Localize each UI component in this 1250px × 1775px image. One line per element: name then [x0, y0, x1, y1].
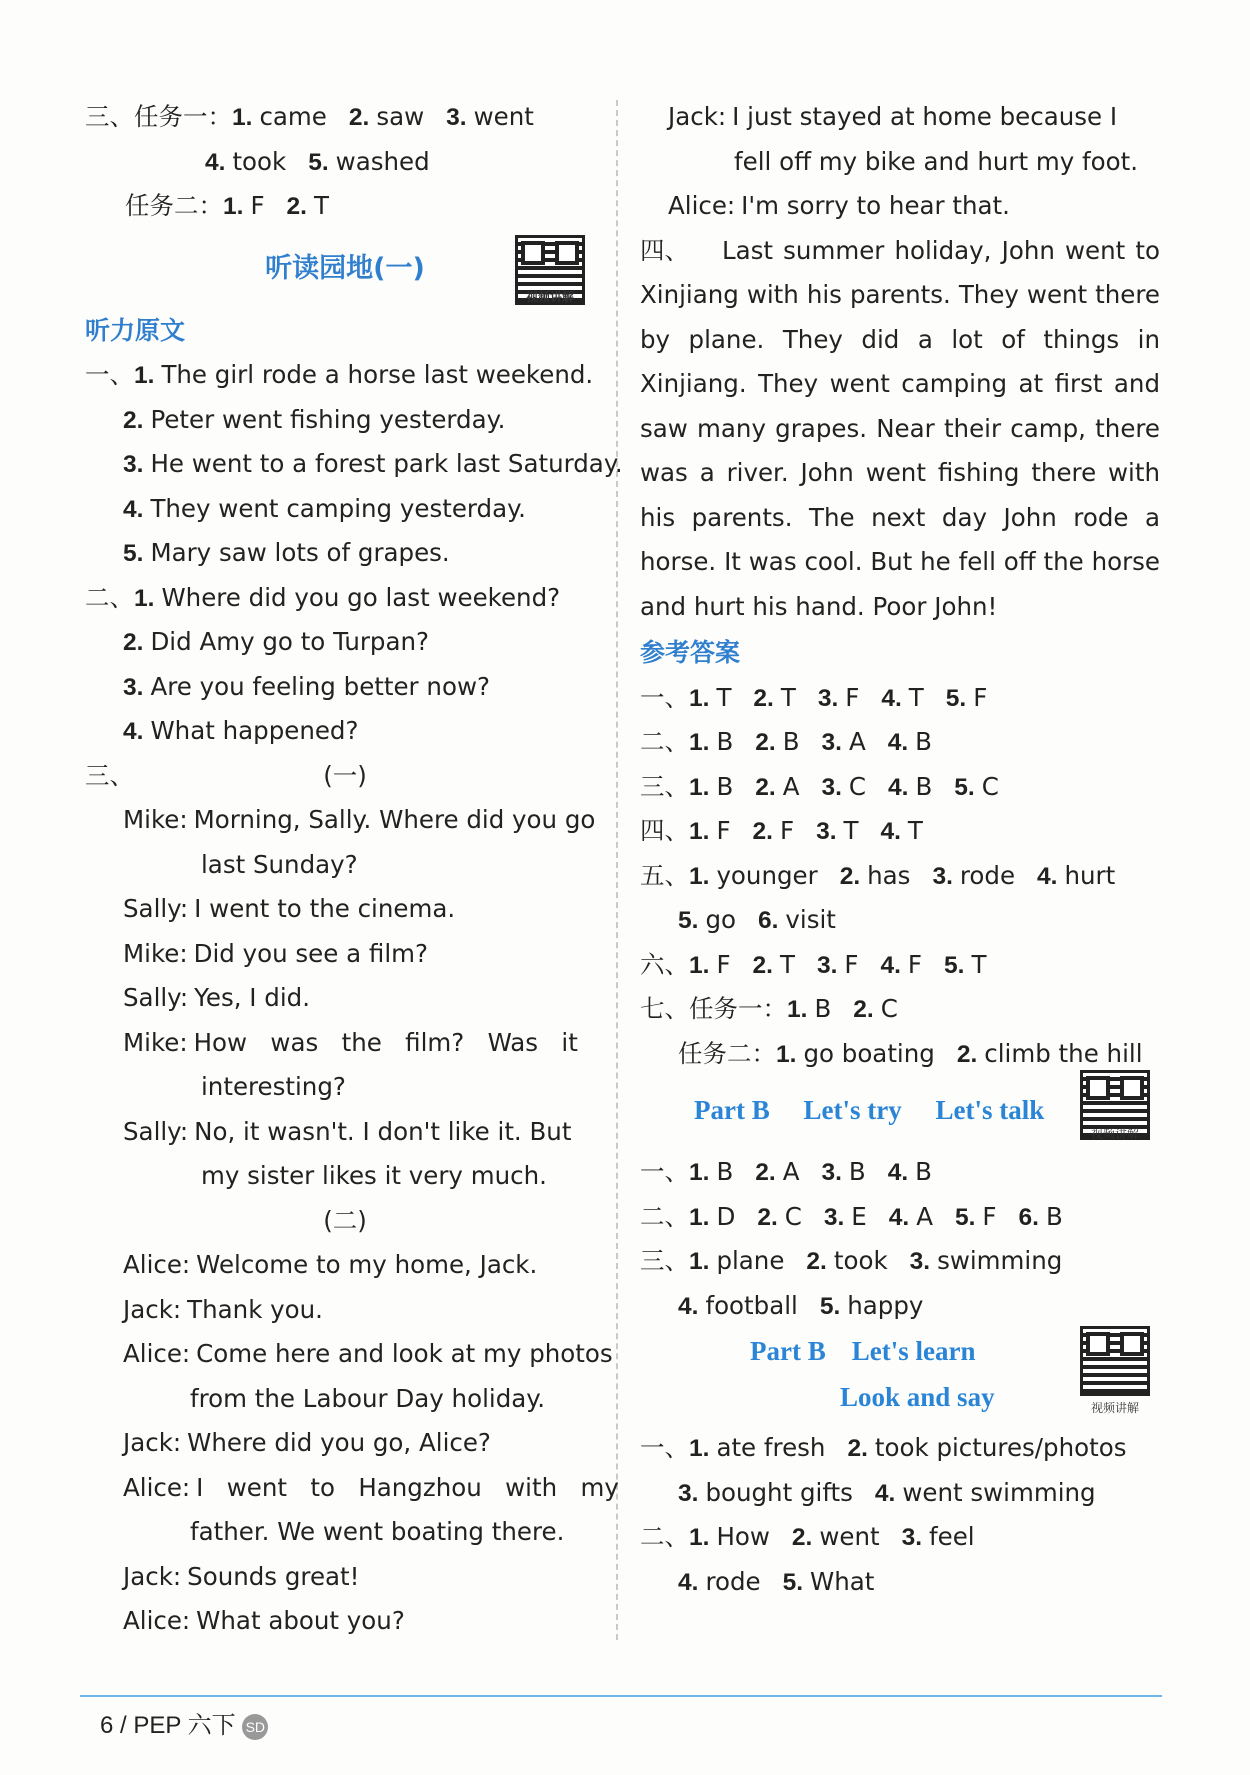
dialog-line: [85, 1288, 605, 1333]
num: 2.: [123, 406, 144, 434]
num: 1.: [134, 362, 155, 389]
answer: A: [848, 727, 866, 756]
answer: went swimming: [902, 1477, 1096, 1507]
num: 3.: [446, 104, 467, 131]
num: 4.: [880, 818, 901, 845]
num: 4.: [1037, 862, 1058, 890]
answer: B: [716, 1157, 734, 1186]
part1-item: [85, 353, 605, 398]
speaker: Jack:: [123, 1561, 182, 1591]
answer: C: [880, 994, 898, 1023]
answer: F: [845, 682, 860, 712]
num: 2.: [348, 104, 370, 131]
num: 3.: [123, 451, 144, 478]
num: 4.: [888, 1203, 910, 1231]
num: 2.: [753, 684, 774, 712]
num: 5.: [308, 148, 329, 176]
lead-label: 四、: [640, 816, 689, 845]
answer-row: [640, 1426, 1160, 1471]
dialog-text: Come here and look at my photos: [196, 1339, 613, 1368]
answer: went: [819, 1522, 880, 1551]
qr-label: 视频讲解: [1090, 1127, 1139, 1141]
num: 1.: [689, 1435, 710, 1462]
answer: B: [814, 994, 832, 1023]
speaker: Mike:: [123, 938, 188, 968]
lead-label: 任务二：: [678, 1038, 776, 1068]
num: 4.: [123, 495, 144, 523]
sentence: Peter went fishing yesterday.: [150, 404, 506, 434]
lead-label: 二、: [640, 1522, 689, 1551]
lead-label: 任务二：: [125, 191, 223, 220]
answer: B: [716, 727, 734, 756]
lead-label: 七、任务一：: [640, 994, 787, 1023]
num: 2.: [806, 1248, 827, 1275]
answer: T: [313, 191, 329, 220]
speaker: Alice:: [123, 1472, 191, 1502]
answer: B: [915, 771, 933, 801]
num: 2.: [839, 862, 861, 890]
part2-item: [85, 620, 605, 665]
answer: go boating: [803, 1038, 935, 1068]
right-column: [640, 95, 1160, 1604]
part2-item: [85, 665, 605, 710]
num: 1.: [689, 684, 710, 712]
dialog-line: [85, 1466, 619, 1511]
num: 4.: [678, 1568, 699, 1596]
passage-text: Last summer holiday, John went to Xinjiang with his parents. They went there by plane. They did a lot of things in Xinjiang. They went camping at first and saw many grapes. Near their camp, there was a river. John went fishing there with his parents. The next day John rode a horse. It was cool. But he fell off the horse and hurt his hand. Poor John!: [640, 235, 1160, 621]
answers-heading: 参考答案: [640, 638, 741, 667]
num: 5.: [819, 1292, 841, 1320]
answer-row: [640, 1284, 1160, 1329]
dialog-text: I went to the cinema.: [194, 894, 456, 923]
answer: T: [716, 682, 732, 712]
dialog-text: Where did you go, Alice?: [187, 1428, 491, 1457]
num: 1.: [689, 773, 710, 801]
answer: feel: [929, 1522, 975, 1551]
num: 4.: [888, 773, 909, 801]
speaker: Sally:: [123, 983, 189, 1012]
answer: F: [844, 949, 859, 979]
partB-lets-learn-title: [640, 1328, 1160, 1420]
answer: saw: [376, 102, 425, 131]
page-number: 6: [100, 1712, 114, 1739]
answer: visit: [785, 905, 836, 934]
answer: ate fresh: [716, 1433, 826, 1462]
lead-label: 六、: [640, 949, 689, 979]
answers-list: [640, 676, 1160, 1077]
num: 4.: [123, 718, 144, 745]
num: 3.: [821, 1159, 842, 1186]
answer-row: [640, 943, 1160, 988]
dialog-text: Thank you.: [187, 1294, 323, 1324]
dialog-line: [640, 140, 1160, 185]
answer: C: [981, 771, 999, 801]
answer-row: [640, 720, 1160, 765]
num: 3.: [909, 1248, 931, 1275]
speaker: Jack:: [668, 102, 727, 131]
num: 5.: [954, 773, 975, 801]
dialog-line: [85, 1110, 605, 1155]
dialog-line: [85, 1555, 605, 1600]
num: 5.: [954, 1203, 976, 1231]
part3-header: [85, 754, 605, 799]
dialog-text: interesting?: [201, 1072, 346, 1101]
lead-label: 四、: [640, 235, 689, 265]
speaker: Alice:: [668, 191, 736, 220]
lead-label: 一、: [640, 1157, 689, 1186]
num: 1.: [689, 1248, 710, 1275]
num: 4.: [678, 1292, 699, 1320]
lead-label: 三、任务一：: [85, 102, 232, 131]
sentence: Where did you go last weekend?: [161, 582, 561, 612]
footer-rule: [80, 1695, 1162, 1697]
part2-item: [85, 709, 605, 754]
part1-item: [85, 531, 605, 576]
dialog-text: I'm sorry to hear that.: [741, 191, 1010, 220]
answer: B: [1045, 1201, 1063, 1231]
dialog-text: Did you see a film?: [193, 938, 429, 968]
edition-badge: SD: [242, 1714, 268, 1740]
part1-item: [85, 487, 605, 532]
part4-passage: [640, 229, 1160, 630]
speaker: Jack:: [123, 1428, 182, 1457]
lead-label: 一、: [640, 1433, 689, 1462]
answer: F: [716, 949, 731, 979]
sentence: Did Amy go to Turpan?: [150, 627, 430, 656]
answer: took pictures/photos: [874, 1433, 1127, 1462]
num: 3.: [123, 673, 144, 701]
dialog-line: [85, 887, 605, 932]
qr-label: 视频讲解: [1090, 1401, 1139, 1415]
answer: washed: [335, 146, 430, 176]
answer: How: [716, 1522, 770, 1551]
answer: E: [851, 1201, 867, 1231]
num: 3.: [678, 1479, 699, 1507]
num: 3.: [821, 729, 842, 756]
answer: F: [779, 816, 795, 845]
dialog-line: [85, 1332, 613, 1377]
partB1-answers: [640, 1150, 1160, 1328]
part-label: Let's talk: [935, 1095, 1045, 1125]
sentence: He went to a forest park last Saturday.: [150, 449, 623, 478]
task3-line3: [85, 184, 605, 229]
num: 3.: [823, 1203, 845, 1231]
answer: went: [473, 102, 534, 131]
dialog-line: [640, 184, 1160, 229]
sentence: What happened?: [150, 716, 359, 745]
answer: bought gifts: [705, 1477, 853, 1507]
answer: B: [782, 727, 800, 756]
dialog-2: [85, 1243, 619, 1644]
answer: happy: [847, 1290, 924, 1320]
lead-label: 二、: [640, 1201, 689, 1231]
num: 3.: [816, 951, 838, 979]
part2-item: [85, 576, 605, 621]
dialog-text: fell off my bike and hurt my foot.: [734, 146, 1138, 176]
num: 4.: [880, 951, 901, 979]
dialog-text: Yes, I did.: [194, 983, 310, 1012]
transcript-heading: 听力原文: [85, 315, 186, 345]
dialog-line: [85, 1377, 605, 1422]
lead-label: 三、: [640, 771, 689, 801]
answer: has: [867, 860, 911, 890]
dialog-line: [640, 95, 1160, 140]
answer: B: [716, 771, 734, 801]
answer: football: [705, 1290, 798, 1320]
num: 1.: [232, 104, 253, 131]
dialog-line: [85, 1021, 605, 1066]
task3-line2: [85, 140, 605, 185]
answer: climb the hill: [984, 1038, 1143, 1068]
answer: took: [232, 146, 287, 176]
num: 5.: [123, 540, 144, 567]
dialog-line: [85, 1154, 605, 1199]
part1-item: [85, 398, 605, 443]
sentence: They went camping yesterday.: [150, 493, 526, 523]
num: 1.: [689, 1524, 710, 1551]
answer: younger: [716, 860, 818, 890]
speaker: Sally:: [123, 894, 189, 923]
answer-row: [640, 809, 1160, 854]
answer-row: [640, 1239, 1160, 1284]
dialog-line: [85, 1510, 605, 1555]
sentence: Are you feeling better now?: [150, 671, 490, 701]
answer-row: [640, 676, 1160, 721]
num: 2.: [752, 818, 773, 845]
lead-label: 三、: [85, 760, 134, 790]
num: 3.: [932, 862, 953, 890]
answer-row: [640, 1150, 1160, 1195]
num: 2.: [791, 1524, 813, 1551]
left-column: [85, 95, 623, 1644]
num: 1.: [689, 862, 710, 890]
part-label: Let's try: [803, 1095, 902, 1125]
answer-row: [640, 1195, 1160, 1240]
num: 2.: [752, 951, 773, 979]
page-footer: [100, 1705, 268, 1740]
section-title-text: 听读园地(一): [265, 252, 425, 284]
answer-row: [640, 898, 1160, 943]
qr-label: 视频讲解: [525, 289, 574, 304]
dialog-2-continued: [640, 95, 1160, 229]
speaker: Alice:: [123, 1250, 191, 1279]
answer: go: [705, 905, 736, 934]
dialog-label: (二): [323, 1205, 367, 1235]
answer: came: [259, 102, 327, 131]
lead-label: 二、: [640, 727, 689, 756]
num: 6.: [757, 907, 779, 934]
answer: rode: [959, 860, 1016, 890]
dialog-line: [85, 1599, 605, 1644]
answer: F: [982, 1201, 997, 1231]
num: 2.: [286, 193, 307, 220]
num: 5.: [944, 951, 965, 979]
answer: T: [971, 949, 987, 979]
num: 2.: [853, 996, 874, 1023]
num: 3.: [901, 1524, 923, 1551]
answer: F: [716, 816, 731, 845]
num: 4.: [874, 1479, 896, 1507]
dialog-line: [85, 976, 605, 1021]
dialog-text: What about you?: [196, 1606, 405, 1635]
part-label: Look and say: [840, 1382, 995, 1412]
num: 2.: [755, 1159, 776, 1186]
speaker: Mike:: [123, 1027, 188, 1057]
num: 5.: [782, 1568, 804, 1596]
column-divider: [616, 100, 618, 1640]
dialog-text: No, it wasn't. I don't like it. But: [194, 1116, 572, 1146]
answer: took: [833, 1246, 888, 1275]
part1-item: [85, 442, 623, 487]
answer: D: [716, 1201, 736, 1231]
dialog-1: [85, 798, 605, 1199]
dialog-text: Welcome to my home, Jack.: [196, 1250, 538, 1279]
dialog-line: [85, 798, 605, 843]
dialog-text: How was the film? Was it: [193, 1027, 578, 1057]
dialog-text: father. We went boating there.: [190, 1517, 565, 1546]
part-label-text: Part B: [750, 1336, 826, 1366]
partB2-answers: [640, 1426, 1160, 1604]
num: 4.: [887, 729, 909, 756]
part-label: [750, 1336, 975, 1367]
speaker: Jack:: [123, 1294, 182, 1324]
dialog-text: I just stayed at home because I: [732, 102, 1118, 131]
answer-row: [640, 765, 1160, 810]
lead-label: 五、: [640, 860, 689, 890]
answer: C: [848, 771, 866, 801]
num: 1.: [689, 951, 710, 979]
dialog-line: [85, 932, 605, 977]
dialog-text: last Sunday?: [201, 849, 358, 879]
answer: B: [915, 727, 932, 756]
answer: T: [907, 816, 923, 845]
dialog-line: [85, 1243, 605, 1288]
lead-label: 二、: [85, 582, 134, 612]
answer: A: [916, 1201, 933, 1231]
num: 5.: [678, 907, 699, 934]
task3-line1: [85, 95, 605, 140]
answer: B: [915, 1157, 932, 1186]
answer: T: [843, 816, 859, 845]
num: 2.: [757, 1203, 778, 1231]
answer: T: [908, 682, 924, 712]
num: 2.: [847, 1435, 868, 1462]
lead-label: 三、: [640, 1246, 689, 1275]
num: 2.: [123, 629, 144, 656]
answer: F: [973, 682, 988, 712]
lead-label: 一、: [640, 682, 689, 712]
num: 4.: [205, 148, 226, 176]
qr-code-icon[interactable]: [1080, 1326, 1150, 1396]
answer: A: [782, 1157, 800, 1186]
answer: hurt: [1064, 860, 1116, 890]
num: 1.: [689, 729, 710, 756]
answer-row: [640, 987, 1160, 1032]
answer: F: [907, 949, 922, 979]
dialog-text: my sister likes it very much.: [201, 1161, 547, 1190]
num: 3.: [821, 773, 842, 801]
speaker: Alice:: [123, 1339, 191, 1368]
answer: C: [784, 1201, 802, 1231]
num: 5.: [945, 684, 967, 712]
num: 3.: [816, 818, 837, 845]
num: 6.: [1018, 1203, 1039, 1231]
answer: F: [250, 191, 265, 220]
dialog-line: [85, 843, 605, 888]
num: 4.: [881, 684, 902, 712]
answer: B: [848, 1157, 866, 1186]
num: 3.: [817, 684, 839, 712]
section-title: [85, 229, 605, 309]
footer-sep: /: [120, 1712, 127, 1739]
answer: rode: [705, 1566, 761, 1596]
answer-row: [640, 1471, 1160, 1516]
num: 2.: [755, 729, 776, 756]
num: 1.: [223, 193, 244, 220]
num: 4.: [887, 1159, 909, 1186]
book-label: PEP 六下: [133, 1712, 236, 1739]
dialog-text: I went to Hangzhou with my: [196, 1472, 619, 1502]
part-label-text: Let's learn: [851, 1336, 976, 1366]
answer: plane: [716, 1246, 785, 1275]
num: 2.: [956, 1040, 978, 1068]
dialog-label: (一): [323, 760, 367, 790]
answer: T: [779, 949, 795, 979]
answer-row: [640, 1560, 1160, 1605]
num: 1.: [787, 996, 808, 1023]
part-label: Part B: [694, 1095, 770, 1125]
dialog-text: Morning, Sally. Where did you go: [193, 805, 596, 834]
num: 1.: [689, 1159, 710, 1186]
answer: A: [782, 771, 800, 801]
answer-row: [640, 1515, 1160, 1560]
num: 1.: [689, 1203, 710, 1231]
speaker: Mike:: [123, 805, 188, 834]
speaker: Sally:: [123, 1116, 189, 1146]
lead-label: 一、: [85, 360, 134, 389]
answer: What: [810, 1566, 875, 1596]
num: 1.: [776, 1040, 797, 1068]
sentence: The girl rode a horse last weekend.: [161, 360, 594, 389]
num: 2.: [755, 773, 776, 801]
dialog-text: Sounds great!: [187, 1561, 360, 1591]
speaker: Alice:: [123, 1606, 191, 1635]
num: 1.: [689, 818, 710, 845]
dialog-line: [85, 1421, 605, 1466]
answer: swimming: [937, 1246, 1063, 1275]
answer-row: [640, 854, 1160, 899]
dialog-line: [85, 1065, 605, 1110]
num: 1.: [134, 584, 155, 612]
dialog-text: from the Labour Day holiday.: [190, 1383, 546, 1413]
answer: T: [780, 682, 796, 712]
partB-lets-talk-title: [640, 1076, 1160, 1144]
sentence: Mary saw lots of grapes.: [150, 538, 450, 567]
